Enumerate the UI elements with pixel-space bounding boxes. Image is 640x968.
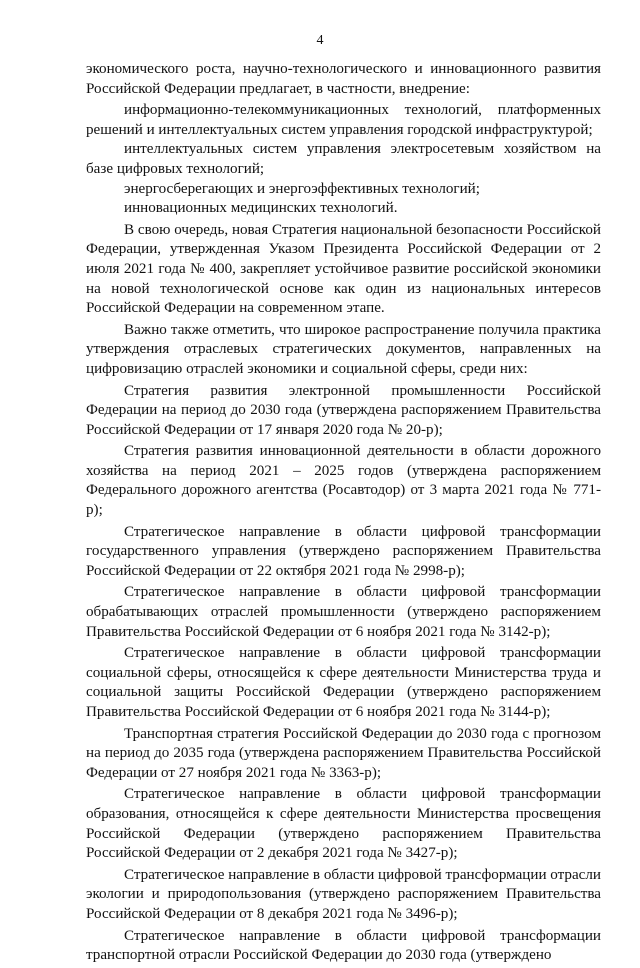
list-item-transport-strategy: Транспортная стратегия Российской Федерации до 2030 года с прогнозом на период до 2035 года (утверждена распоряжением Правительства Российской Федерации от 27 ноября 2021 года № 3363-р); xyxy=(86,725,601,781)
list-item-grid-systems: интеллектуальных систем управления электросетевым хозяйством на базе цифровых технологий; xyxy=(86,141,601,177)
list-item-ecology: Стратегическое направление в области цифровой трансформации отрасли экологии и природопользования (утверждено распоряжением Правительства Российской Федерации от 8 декабря 2021 года № 3496-р); xyxy=(86,866,601,922)
document-body xyxy=(86,60,601,968)
list-item-gov: Стратегическое направление в области цифровой трансформации государственного управления (утверждено распоряжением Правительства Российской Федерации от 22 октября 2021 года № 2998-р); xyxy=(86,523,601,579)
list-item-transport-digital: Стратегическое направление в области цифровой трансформации транспортной отрасли Российской Федерации до 2030 года (утверждено xyxy=(86,927,601,964)
page-number: 4 xyxy=(316,33,324,48)
list-item-road: Стратегия развития инновационной деятельности в области дорожного хозяйства на период 2021 – 2025 годов (утверждена распоряжением Федерального дорожного агентства (Росавтодор) от 3 марта 2021 года № 771-р); xyxy=(86,443,601,519)
list-item-energy: энергосберегающих и энергоэффективных технологий; xyxy=(124,180,480,197)
list-item-electronics: Стратегия развития электронной промышленности Российской Федерации на период до 2030 года (утверждена распоряжением Правительства Российской Федерации от 17 января 2020 года № 20-р); xyxy=(86,382,601,438)
list-item-social: Стратегическое направление в области цифровой трансформации социальной сферы, относящейся к сфере деятельности Министерства труда и социальной защиты Российской Федерации (утверждено распоряжением Правительства Российской Федерации от 6 ноября 2021 года № 3144-р); xyxy=(86,645,601,720)
paragraph-continuation: экономического роста, научно-технологического и инновационного развития Российской Федерации предлагает, в частности, внедрение: xyxy=(86,61,601,97)
paragraph-security-strategy: В свою очередь, новая Стратегия национальной безопасности Российской Федерации, утвержденная Указом Президента Российской Федерации от 2 июля 2021 года № 400, закрепляет устойчивое развитие российской экономики на новой технологической основе как один из национальных интересов Российской Федерации на современном этапе. xyxy=(86,221,601,317)
list-item-manufacturing: Стратегическое направление в области цифровой трансформации обрабатывающих отраслей промышленности (утверждено распоряжением Правительства Российской Федерации от 6 ноября 2021 года № 3142-р); xyxy=(86,584,601,640)
list-item-medical: инновационных медицинских технологий. xyxy=(124,200,398,217)
list-item-ict: информационно-телекоммуникационных технологий, платформенных решений и интеллектуальных систем управления городской инфраструктурой; xyxy=(86,102,601,138)
list-item-education: Стратегическое направление в области цифровой трансформации образования, относящейся к сфере деятельности Министерства просвещения Российской Федерации (утверждено распоряжением Правительства Российской Федерации от 2 декабря 2021 года № 3427-р); xyxy=(86,786,601,862)
paragraph-sector-strategies: Важно также отметить, что широкое распространение получила практика утверждения отраслевых стратегических документов, направленных на цифровизацию отраслей экономики и социальной сферы, среди них: xyxy=(86,321,601,377)
